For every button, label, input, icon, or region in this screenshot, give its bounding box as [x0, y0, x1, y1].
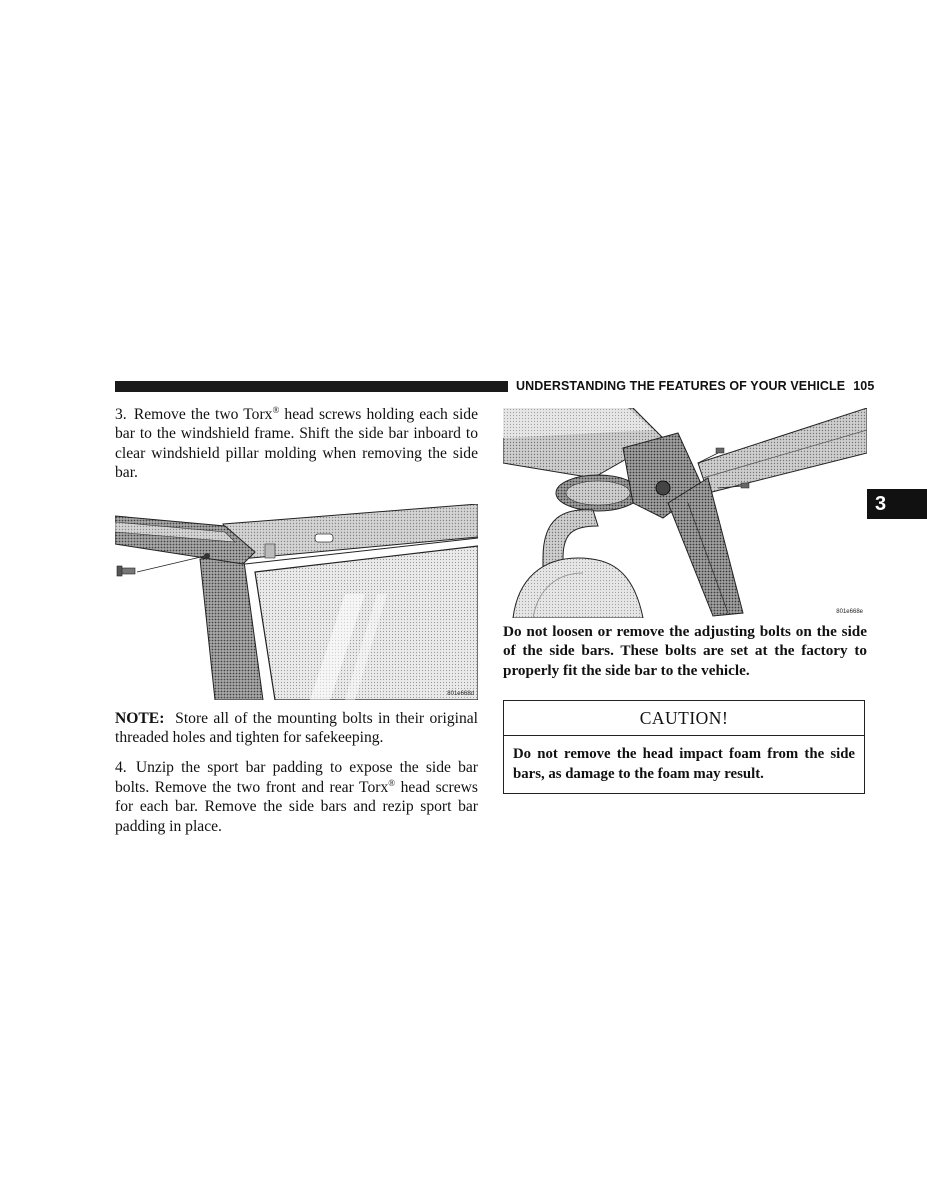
- note-label: NOTE:: [115, 709, 165, 727]
- caution-text: Do not remove the head impact foam from the side bars, as damage to the foam may result.: [513, 746, 855, 782]
- figure-code: 801e668d: [447, 690, 474, 697]
- windshield-frame-drawing: [115, 504, 478, 700]
- adjusting-bolts-warning: Do not loosen or remove the adjusting bolts on the side of the side bars. These bolts are set at the factory to properly fit the side bar to the vehicle.: [503, 623, 867, 679]
- sport-bar-drawing: [503, 408, 867, 618]
- caution-title: CAUTION!: [504, 701, 864, 736]
- chapter-tab: 3: [863, 489, 927, 519]
- left-column: [115, 405, 478, 836]
- step-number: 3.: [115, 406, 127, 423]
- step-number: 4.: [115, 759, 127, 777]
- caution-box: [503, 700, 865, 794]
- step-3-paragraph: 3. Remove the two Torx® head screws holding each side bar to the windshield frame. Shift the side bar inboard to clear windshield pillar molding when removing the side bar.: [115, 404, 479, 482]
- header-rule: [115, 381, 508, 392]
- note-paragraph: NOTE: Store all of the mounting bolts in their original threaded holes and tighten for safekeeping.: [115, 709, 478, 747]
- page-number: 105: [853, 379, 875, 393]
- sport-bar-illustration: [503, 408, 867, 618]
- windshield-frame-illustration: [115, 504, 478, 700]
- section-title: UNDERSTANDING THE FEATURES OF YOUR VEHICLE: [516, 379, 846, 393]
- step-4-paragraph: 4. Unzip the sport bar padding to expose the side bar bolts. Remove the two front and rear Torx® head screws for each bar. Remove the side bars and rezip sport bar padding in place.: [115, 759, 479, 835]
- figure-code: 801e668e: [836, 609, 863, 615]
- right-column: [503, 408, 867, 794]
- running-header: [516, 379, 875, 393]
